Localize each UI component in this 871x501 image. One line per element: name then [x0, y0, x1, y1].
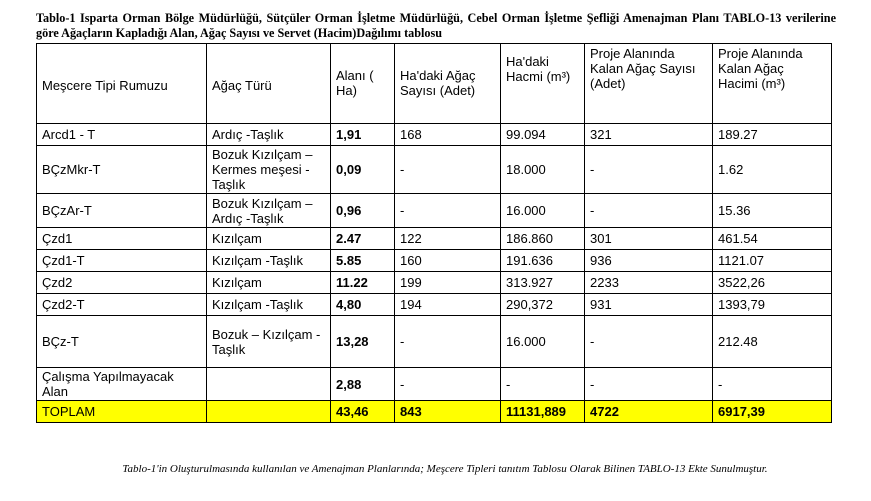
cell-tree-species: Kızılçam -Taşlık — [207, 294, 331, 316]
header-area: Alanı ( Ha) — [331, 44, 395, 124]
cell-project-volume: 1121.07 — [713, 250, 832, 272]
cell-stand-type: Çzd1-T — [37, 250, 207, 272]
cell-trees-per-ha: 168 — [395, 124, 501, 146]
cell-trees-per-ha: 122 — [395, 228, 501, 250]
cell-project-tree-count: 321 — [585, 124, 713, 146]
cell-trees-per-ha: - — [395, 316, 501, 368]
total-tree-species — [207, 401, 331, 423]
cell-area: 0,09 — [331, 146, 395, 194]
header-row — [37, 44, 832, 124]
cell-stand-type: BÇzAr-T — [37, 194, 207, 228]
cell-project-tree-count: - — [585, 368, 713, 401]
cell-volume-per-ha: 191.636 — [501, 250, 585, 272]
cell-stand-type: Çzd1 — [37, 228, 207, 250]
cell-trees-per-ha: - — [395, 194, 501, 228]
header-stand-type: Meşcere Tipi Rumuzu — [37, 44, 207, 124]
total-area: 43,46 — [331, 401, 395, 423]
total-project-volume: 6917,39 — [713, 401, 832, 423]
cell-tree-species: Bozuk Kızılçam –Kermes meşesi -Taşlık — [207, 146, 331, 194]
header-project-tree-count: Proje Alanında Kalan Ağaç Sayısı (Adet) — [585, 44, 713, 124]
cell-project-volume: 1.62 — [713, 146, 832, 194]
cell-stand-type: Çalışma Yapılmayacak Alan — [37, 368, 207, 401]
forest-data-table — [36, 43, 832, 423]
table-title: Tablo-1 Isparta Orman Bölge Müdürlüğü, Sütçüler Orman İşletme Müdürlüğü, Cebel Orman İşletme Şefliği Amenajman Planı TABLO-13 verilerine göre Ağaçların Kapladığı Alan, Ağaç Sayısı ve Servet (Hacim)Dağılımı tablosu — [36, 11, 836, 40]
cell-tree-species: Kızılçam — [207, 272, 331, 294]
cell-trees-per-ha: 199 — [395, 272, 501, 294]
cell-project-volume: 461.54 — [713, 228, 832, 250]
cell-volume-per-ha: 313.927 — [501, 272, 585, 294]
cell-area: 5.85 — [331, 250, 395, 272]
cell-trees-per-ha: 194 — [395, 294, 501, 316]
cell-project-tree-count: - — [585, 146, 713, 194]
cell-project-tree-count: 2233 — [585, 272, 713, 294]
table-row — [37, 272, 832, 294]
cell-area: 13,28 — [331, 316, 395, 368]
total-volume-per-ha: 11131,889 — [501, 401, 585, 423]
table-row — [37, 194, 832, 228]
cell-project-volume: - — [713, 368, 832, 401]
cell-area: 0,96 — [331, 194, 395, 228]
table-row — [37, 228, 832, 250]
total-project-tree-count: 4722 — [585, 401, 713, 423]
header-trees-per-ha: Ha'daki Ağaç Sayısı (Adet) — [395, 44, 501, 124]
cell-tree-species: Kızılçam — [207, 228, 331, 250]
header-project-volume: Proje Alanında Kalan Ağaç Hacimi (m³) — [713, 44, 832, 124]
cell-project-volume: 189.27 — [713, 124, 832, 146]
cell-stand-type: BÇzMkr-T — [37, 146, 207, 194]
total-trees-per-ha: 843 — [395, 401, 501, 423]
cell-stand-type: Çzd2-T — [37, 294, 207, 316]
cell-stand-type: Arcd1 - T — [37, 124, 207, 146]
cell-project-tree-count: 936 — [585, 250, 713, 272]
cell-project-tree-count: - — [585, 316, 713, 368]
table-row — [37, 294, 832, 316]
cell-trees-per-ha: - — [395, 368, 501, 401]
cell-project-tree-count: - — [585, 194, 713, 228]
cell-stand-type: Çzd2 — [37, 272, 207, 294]
cell-tree-species: Bozuk Kızılçam – Ardıç -Taşlık — [207, 194, 331, 228]
cell-tree-species: Bozuk – Kızılçam - Taşlık — [207, 316, 331, 368]
cell-tree-species: Ardıç -Taşlık — [207, 124, 331, 146]
total-row — [37, 401, 832, 423]
cell-project-volume: 3522,26 — [713, 272, 832, 294]
cell-area: 2.47 — [331, 228, 395, 250]
cell-project-volume: 212.48 — [713, 316, 832, 368]
cell-area: 2,88 — [331, 368, 395, 401]
cell-stand-type: BÇz-T — [37, 316, 207, 368]
cell-volume-per-ha: 99.094 — [501, 124, 585, 146]
total-stand-type: TOPLAM — [37, 401, 207, 423]
table-caption: Tablo-1'in Oluşturulmasında kullanılan ve Amenajman Planlarında; Meşcere Tipleri tanıtım Tablosu Olarak Bilinen TABLO-13 Ekte Sunulmuştur. — [122, 463, 768, 475]
table-row — [37, 316, 832, 368]
header-tree-species: Ağaç Türü — [207, 44, 331, 124]
cell-trees-per-ha: - — [395, 146, 501, 194]
cell-area: 4,80 — [331, 294, 395, 316]
table-row — [37, 146, 832, 194]
cell-area: 1,91 — [331, 124, 395, 146]
cell-trees-per-ha: 160 — [395, 250, 501, 272]
cell-project-tree-count: 301 — [585, 228, 713, 250]
cell-volume-per-ha: 290,372 — [501, 294, 585, 316]
cell-project-volume: 1393,79 — [713, 294, 832, 316]
table-row — [37, 124, 832, 146]
cell-area: 11.22 — [331, 272, 395, 294]
cell-tree-species — [207, 368, 331, 401]
cell-project-tree-count: 931 — [585, 294, 713, 316]
cell-volume-per-ha: - — [501, 368, 585, 401]
cell-volume-per-ha: 186.860 — [501, 228, 585, 250]
cell-project-volume: 15.36 — [713, 194, 832, 228]
header-volume-per-ha: Ha'daki Hacmi (m³) — [501, 44, 585, 124]
table-row — [37, 250, 832, 272]
cell-volume-per-ha: 16.000 — [501, 316, 585, 368]
cell-tree-species: Kızılçam -Taşlık — [207, 250, 331, 272]
table-row — [37, 368, 832, 401]
cell-volume-per-ha: 18.000 — [501, 146, 585, 194]
cell-volume-per-ha: 16.000 — [501, 194, 585, 228]
